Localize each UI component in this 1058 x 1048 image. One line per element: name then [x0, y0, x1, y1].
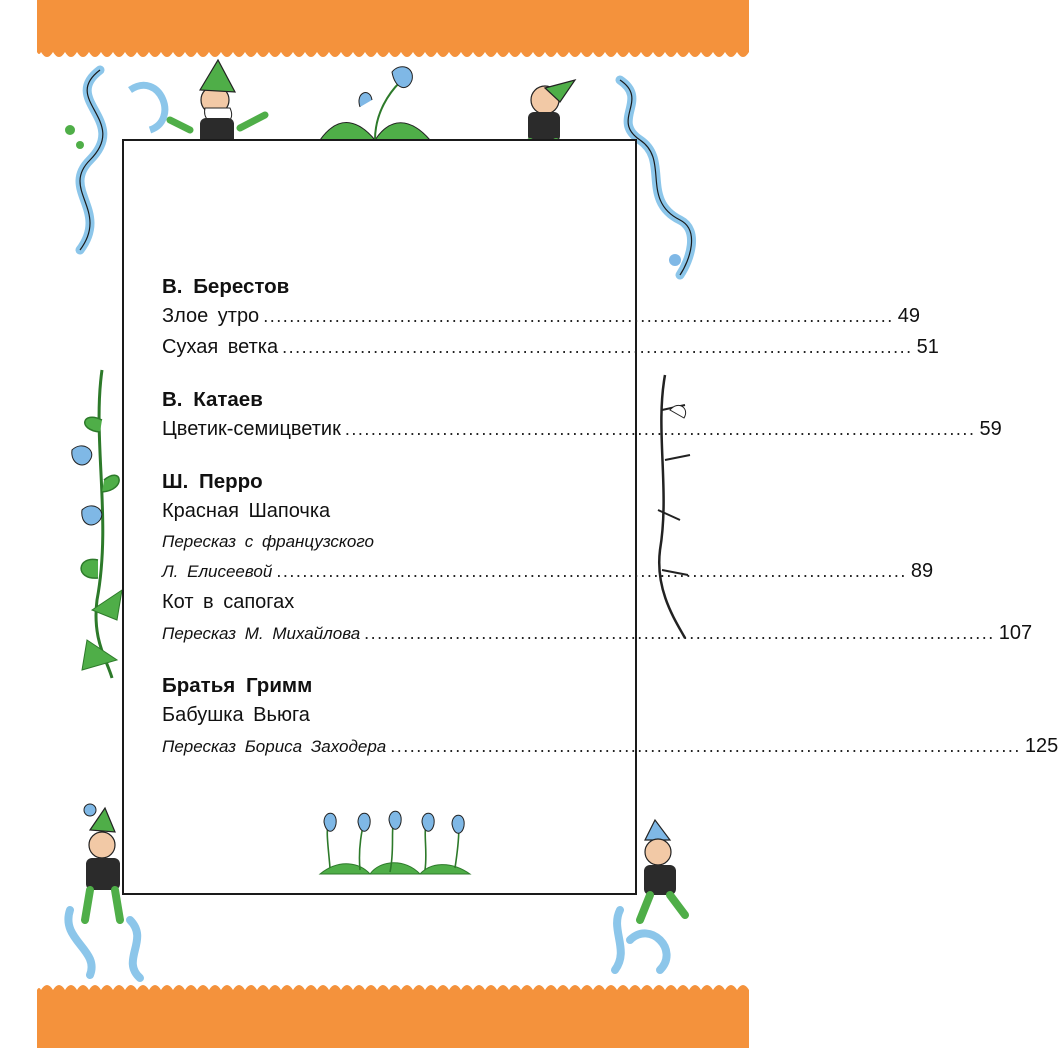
- entry-subtitle: Пересказ Бориса Заходера: [162, 737, 387, 756]
- snowdrops-illustration: [310, 808, 480, 878]
- bottom-orange-band: [37, 990, 749, 1048]
- toc-entry[interactable]: [162, 414, 1002, 445]
- author-heading: В. Катаев: [162, 388, 263, 411]
- right-branch-illustration: [640, 370, 700, 640]
- toc-entry[interactable]: [162, 618, 1033, 649]
- entry-subtitle: Пересказ с французского: [162, 532, 374, 551]
- dot-leader: .................................................................................................: [364, 623, 995, 643]
- entry-page: 89: [910, 560, 934, 582]
- dot-leader: .................................................................................................: [263, 306, 894, 326]
- author-heading: Братья Гримм: [162, 674, 313, 697]
- entry-title[interactable]: Красная Шапочка: [162, 500, 331, 522]
- toc-entry[interactable]: [162, 556, 934, 587]
- author-heading: Ш. Перро: [162, 470, 263, 493]
- bottom-scallop-edge: [37, 980, 749, 992]
- entry-page: 49: [897, 305, 921, 327]
- dot-leader: .................................................................................................: [276, 561, 907, 581]
- top-flower-illustration: [300, 62, 450, 142]
- entry-page: 51: [916, 336, 939, 358]
- top-orange-band: [37, 0, 749, 52]
- entry-subtitle: Л. Елисеевой: [162, 562, 273, 581]
- entry-title: Сухая ветка: [162, 336, 279, 358]
- entry-page: 59: [979, 418, 1002, 440]
- toc-entry[interactable]: [162, 301, 921, 332]
- dot-leader: .................................................................................................: [282, 337, 913, 357]
- entry-page: 107: [998, 622, 1033, 644]
- entry-subtitle: Пересказ М. Михайлова: [162, 624, 361, 643]
- entry-title: Цветик-семицветик: [162, 418, 341, 440]
- dot-leader: .................................................................................................: [390, 736, 1021, 756]
- author-heading: В. Берестов: [162, 275, 290, 298]
- toc-entry[interactable]: [162, 731, 1058, 762]
- entry-title[interactable]: Кот в сапогах: [162, 591, 295, 613]
- table-of-contents: [162, 272, 1058, 762]
- dot-leader: .................................................................................................: [344, 419, 976, 439]
- toc-entry[interactable]: [162, 332, 939, 363]
- entry-title[interactable]: Бабушка Вьюга: [162, 704, 310, 726]
- entry-page: 125: [1024, 735, 1058, 757]
- entry-title: Злое утро: [162, 305, 260, 327]
